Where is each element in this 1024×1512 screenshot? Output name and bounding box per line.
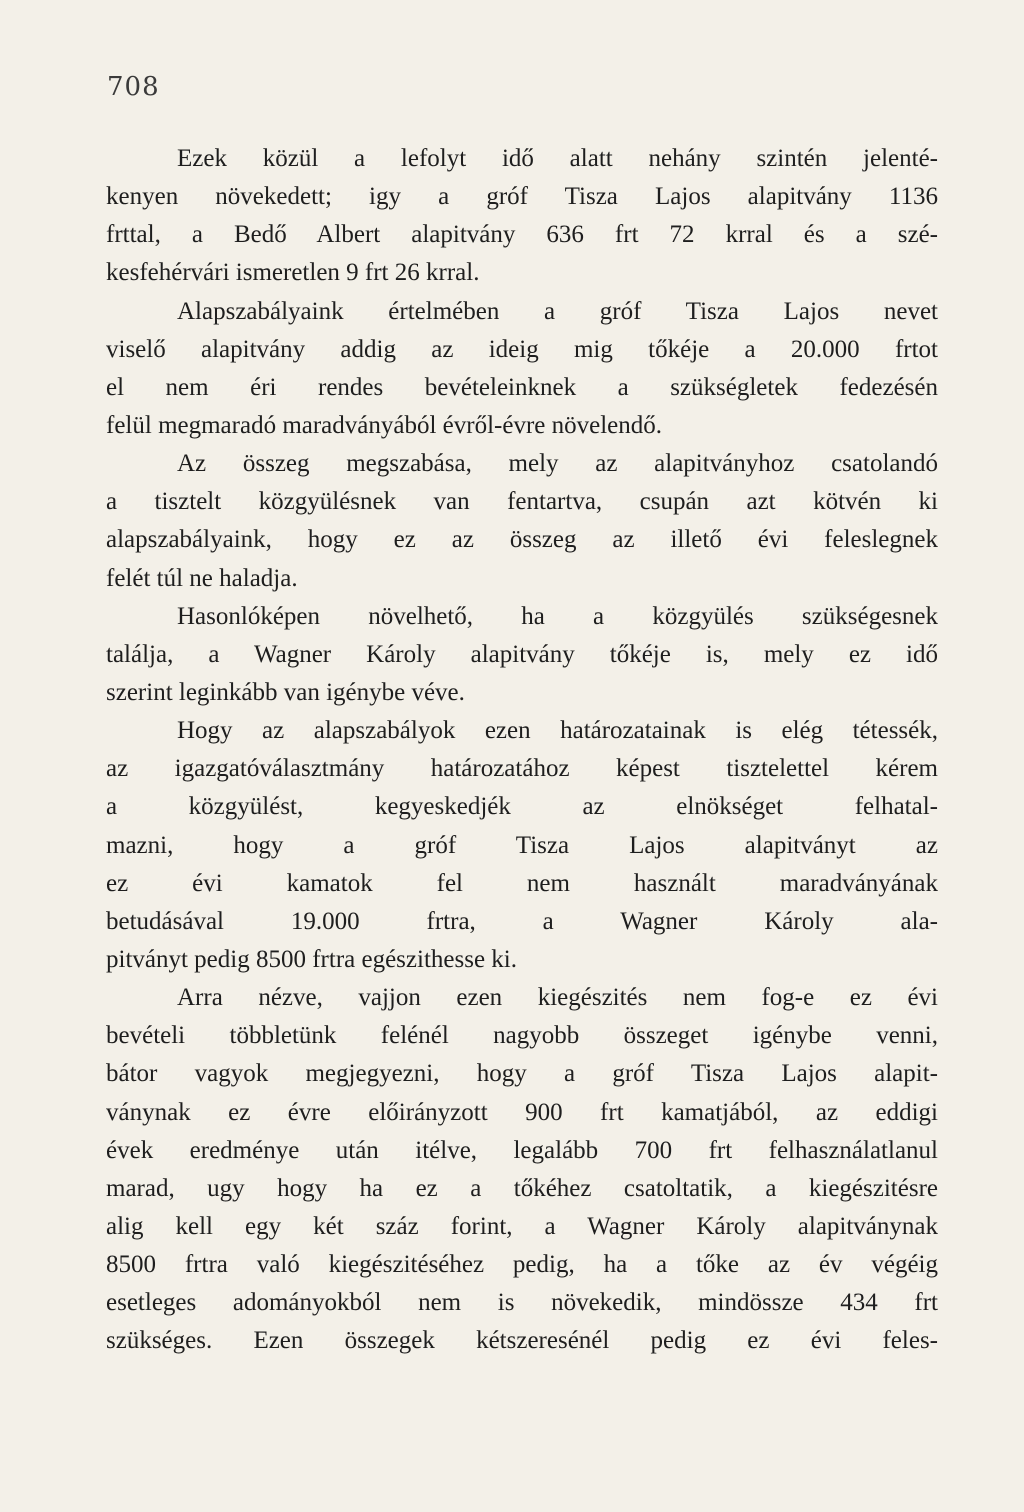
text-line: Hasonlóképen növelhető, ha a közgyülés szükségesnek bbox=[177, 602, 938, 630]
text-line: marad, ugy hogy ha ez a tőkéhez csatoltatik, a kiegészitésre bbox=[106, 1174, 938, 1202]
text-line: évek eredménye után itélve, legalább 700 frt felhasználatlanul bbox=[106, 1136, 938, 1164]
text-line: el nem éri rendes bevételeinknek a szükségletek fedezésén bbox=[106, 373, 938, 401]
text-line: Az összeg megszabása, mely az alapitványhoz csatolandó bbox=[177, 450, 938, 478]
text-line: kenyen növekedett; igy a gróf Tisza Lajos alapitvány 1136 bbox=[106, 183, 938, 211]
text-line: mazni, hogy a gróf Tisza Lajos alapitványt az bbox=[106, 831, 938, 859]
text-line: frttal, a Bedő Albert alapitvány 636 frt 72 krral és a szé- bbox=[106, 221, 938, 249]
page-number: 708 bbox=[107, 72, 160, 102]
text-line: az igazgatóválasztmány határozatához képest tisztelettel kérem bbox=[106, 755, 938, 783]
text-line: szükséges. Ezen összegek kétszeresénél pedig ez évi feles- bbox=[106, 1327, 938, 1355]
text-line: a tisztelt közgyülésnek van fentartva, csupán azt kötvén ki bbox=[106, 488, 938, 516]
text-line: ványnak ez évre előirányzott 900 frt kamatjából, az eddigi bbox=[106, 1098, 938, 1126]
text-line: betudásával 19.000 frtra, a Wagner Károly ala- bbox=[106, 907, 938, 935]
text-line: felét túl ne haladja. bbox=[106, 564, 298, 592]
text-line: találja, a Wagner Károly alapitvány tőkéje is, mely ez idő bbox=[106, 640, 938, 668]
body-text bbox=[106, 140, 938, 1361]
text-line: 8500 frtra való kiegészitéséhez pedig, ha a tőke az év végéig bbox=[106, 1251, 938, 1279]
text-line: viselő alapitvány addig az ideig mig tőkéje a 20.000 frtot bbox=[106, 335, 938, 363]
text-line: Arra nézve, vajjon ezen kiegészités nem fog-e ez évi bbox=[177, 984, 938, 1012]
text-line: alapszabályaink, hogy ez az összeg az illető évi feleslegnek bbox=[106, 526, 938, 554]
text-line: pitványt pedig 8500 frtra egészithesse ki. bbox=[106, 945, 517, 973]
text-line: Hogy az alapszabályok ezen határozatainak is elég tétessék, bbox=[177, 717, 938, 745]
text-line: a közgyülést, kegyeskedjék az elnökséget felhatal- bbox=[106, 793, 938, 821]
text-line: esetleges adományokból nem is növekedik, mindössze 434 frt bbox=[106, 1289, 938, 1317]
text-line: bátor vagyok megjegyezni, hogy a gróf Tisza Lajos alapit- bbox=[106, 1060, 938, 1088]
text-line: bevételi többletünk felénél nagyobb összeget igénybe venni, bbox=[106, 1022, 938, 1050]
text-line: Alapszabályaink értelmében a gróf Tisza Lajos nevet bbox=[177, 297, 938, 325]
text-line: felül megmaradó maradványából évről-évre növelendő. bbox=[106, 411, 663, 439]
text-line: kesfehérvári ismeretlen 9 frt 26 krral. bbox=[106, 259, 480, 287]
text-line: ez évi kamatok fel nem használt maradványának bbox=[106, 869, 938, 897]
text-line: Ezek közül a lefolyt idő alatt nehány szintén jelenté- bbox=[177, 145, 938, 172]
text-line: alig kell egy két száz forint, a Wagner Károly alapitványnak bbox=[106, 1212, 938, 1240]
text-line: szerint leginkább van igénybe véve. bbox=[106, 678, 465, 706]
